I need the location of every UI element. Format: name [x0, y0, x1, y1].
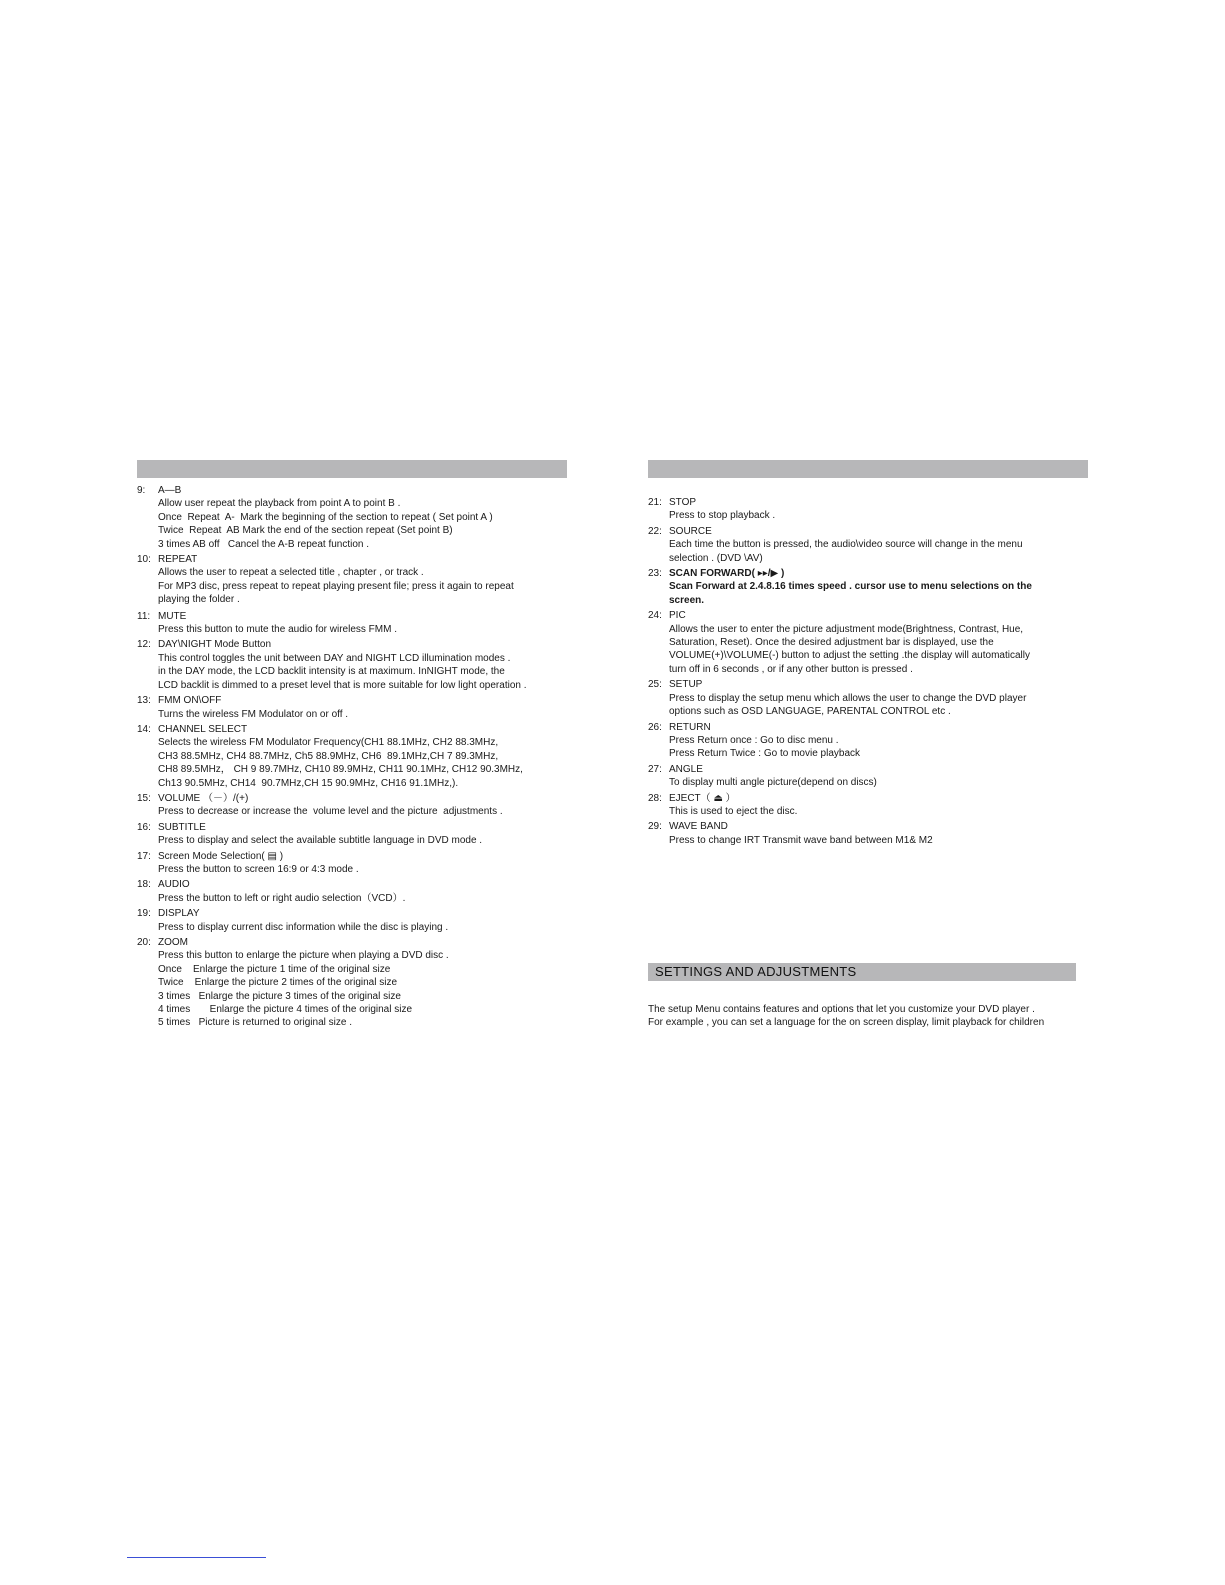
item-text: This is used to eject the disc. [669, 805, 798, 817]
item-number: 10: [137, 554, 151, 566]
settings-section [648, 963, 1076, 1030]
item-number: 14: [137, 723, 151, 735]
item-number: 11: [137, 610, 151, 622]
item-title: EJECT（ ⏏ ） [669, 792, 736, 804]
list-item [137, 850, 567, 877]
item-text: Press to display and select the available subtitle language in DVD mode . [158, 835, 483, 847]
item-title: A—B [158, 485, 182, 496]
item-title: RETURN [669, 721, 711, 733]
list-item [137, 638, 567, 692]
list-item [648, 678, 1088, 718]
list-item [648, 721, 1088, 761]
item-title: WAVE BAND [669, 821, 728, 833]
item-text: VOLUME(+)\VOLUME(-) button to adjust the setting .the display will automatically [669, 650, 1030, 662]
list-item [648, 567, 1088, 607]
item-title: ANGLE [669, 763, 703, 775]
list-item [137, 484, 567, 551]
item-number: 21: [648, 497, 662, 508]
item-number: 24: [648, 610, 662, 622]
item-text: Press this button to enlarge the picture when playing a DVD disc . [158, 950, 449, 962]
list-item [648, 792, 1088, 819]
item-number: 22: [648, 525, 662, 537]
item-text: Press to stop playback . [669, 510, 776, 522]
item-text: Once Enlarge the picture 1 time of the original size [158, 963, 391, 975]
item-text: selection . (DVD \AV) [669, 552, 763, 564]
item-text: Ch13 90.5MHz, CH14 90.7MHz,CH 15 90.9MHz, CH16 91.1MHz,). [158, 777, 459, 789]
item-text: Press to display the setup menu which allows the user to change the DVD player [669, 692, 1027, 704]
item-text: 3 times Enlarge the picture 3 times of the original size [158, 990, 401, 1002]
item-text: 4 times Enlarge the picture 4 times of the original size [158, 1004, 413, 1016]
item-text: Twice Repeat AB Mark the end of the section repeat (Set point B) [158, 525, 453, 537]
item-text: Press Return once : Go to disc menu . [669, 734, 839, 746]
item-title: STOP [669, 497, 697, 508]
item-number: 29: [648, 821, 662, 833]
item-title: DAY\NIGHT Mode Button [158, 639, 272, 651]
item-title: REPEAT [158, 554, 198, 566]
settings-text-line: The setup Menu contains features and options that let you customize your DVD player . [648, 1004, 1035, 1015]
item-text: LCD backlit is dimmed to a preset level that is more suitable for low light operation . [158, 679, 527, 691]
settings-intro [648, 1003, 1076, 1030]
item-text: Allow user repeat the playback from point A to point B . [158, 498, 401, 510]
left-header-bar [137, 460, 567, 478]
list-item [648, 496, 1088, 523]
item-number: 26: [648, 721, 662, 733]
item-number: 27: [648, 763, 662, 775]
list-item [137, 792, 567, 819]
item-text: Press the button to left or right audio selection（VCD）. [158, 892, 406, 904]
list-item [648, 820, 1088, 847]
item-text: Press this button to mute the audio for wireless FMM . [158, 624, 397, 636]
item-title: SCAN FORWARD( ▸▸/▶ ) [669, 568, 785, 580]
settings-text-line: For example , you can set a language for the on screen display, limit playback for children [648, 1017, 1045, 1029]
list-item [648, 609, 1088, 676]
item-text: Selects the wireless FM Modulator Frequency(CH1 88.1MHz, CH2 88.3MHz, [158, 737, 499, 749]
item-text: 3 times AB off Cancel the A-B repeat function . [158, 538, 370, 550]
item-text: turn off in 6 seconds , or if any other button is pressed . [669, 663, 913, 675]
item-text: CH3 88.5MHz, CH4 88.7MHz, Ch5 88.9MHz, CH6 89.1MHz,CH 7 89.3MHz, [158, 750, 499, 762]
item-number: 13: [137, 695, 151, 707]
item-text: To display multi angle picture(depend on discs) [669, 777, 877, 789]
item-number: 16: [137, 821, 151, 833]
item-number: 15: [137, 792, 151, 804]
item-title: AUDIO [158, 879, 190, 891]
item-text: For MP3 disc, press repeat to repeat playing present file; press it again to repeat [158, 580, 514, 592]
list-item [648, 763, 1088, 790]
item-text: Allows the user to repeat a selected title , chapter , or track . [158, 567, 424, 579]
item-number: 20: [137, 937, 151, 948]
item-title: Screen Mode Selection( ▤ ) [158, 850, 284, 862]
item-title: VOLUME （－）/(+) [158, 792, 249, 804]
item-text: Press to display current disc information while the disc is playing . [158, 921, 449, 933]
item-number: 17: [137, 850, 151, 862]
item-title: SUBTITLE [158, 821, 206, 833]
item-text: Press Return Twice : Go to movie playback [669, 748, 861, 760]
item-number: 28: [648, 792, 662, 804]
item-text: screen. [669, 594, 705, 606]
item-text: Press to change IRT Transmit wave band between M1& M2 [669, 834, 933, 846]
item-title: CHANNEL SELECT [158, 723, 248, 735]
item-text: Saturation, Reset). Once the desired adjustment bar is displayed, use the [669, 637, 994, 649]
list-item [137, 907, 567, 934]
item-text: This control toggles the unit between DAY and NIGHT LCD illumination modes . [158, 652, 511, 664]
item-text: 5 times Picture is returned to original size . [158, 1017, 352, 1029]
item-number: 25: [648, 679, 662, 691]
item-title: MUTE [158, 610, 187, 622]
list-item [137, 821, 567, 848]
item-text: playing the folder . [158, 594, 240, 606]
list-item [137, 610, 567, 637]
item-title: ZOOM [158, 937, 188, 948]
item-number: 9: [137, 485, 146, 496]
list-item [137, 878, 567, 905]
item-text: CH8 89.5MHz， CH 9 89.7MHz, CH10 89.9MHz, CH11 90.1MHz, CH12 90.3MHz, [158, 764, 523, 776]
item-text: Twice Enlarge the picture 2 times of the original size [158, 977, 398, 989]
item-text: Scan Forward at 2.4.8.16 times speed . cursor use to menu selections on the [669, 581, 1032, 593]
item-text: Each time the button is pressed, the audio\video source will change in the menu [669, 539, 1023, 551]
item-title: SETUP [669, 679, 703, 691]
list-item [137, 694, 567, 721]
item-text: Press the button to screen 16:9 or 4:3 mode . [158, 863, 359, 875]
item-title: PIC [669, 610, 686, 622]
list-item [648, 525, 1088, 565]
item-text: Turns the wireless FM Modulator on or off . [158, 708, 349, 720]
item-number: 23: [648, 568, 662, 580]
list-item [137, 553, 567, 607]
item-title: DISPLAY [158, 908, 200, 920]
settings-heading: SETTINGS AND ADJUSTMENTS [648, 963, 1076, 981]
item-title: SOURCE [669, 525, 712, 537]
item-text: in the DAY mode, the LCD backlit intensity is at maximum. InNIGHT mode, the [158, 666, 505, 678]
right-column [648, 460, 1088, 849]
item-number: 18: [137, 879, 151, 891]
left-column [137, 460, 567, 1032]
item-title: FMM ON\OFF [158, 695, 222, 707]
item-number: 12: [137, 639, 151, 651]
list-item [137, 723, 567, 790]
item-text: Allows the user to enter the picture adjustment mode(Brightness, Contrast, Hue, [669, 623, 1024, 635]
right-header-bar [648, 460, 1088, 478]
item-number: 19: [137, 908, 151, 920]
bottom-rule [127, 1557, 266, 1558]
list-item [137, 936, 567, 1030]
item-text: options such as OSD LANGUAGE, PARENTAL CONTROL etc . [669, 706, 951, 718]
item-text: Press to decrease or increase the volume level and the picture adjustments . [158, 806, 503, 818]
item-text: Once Repeat A- Mark the beginning of the section to repeat ( Set point A ) [158, 511, 493, 523]
